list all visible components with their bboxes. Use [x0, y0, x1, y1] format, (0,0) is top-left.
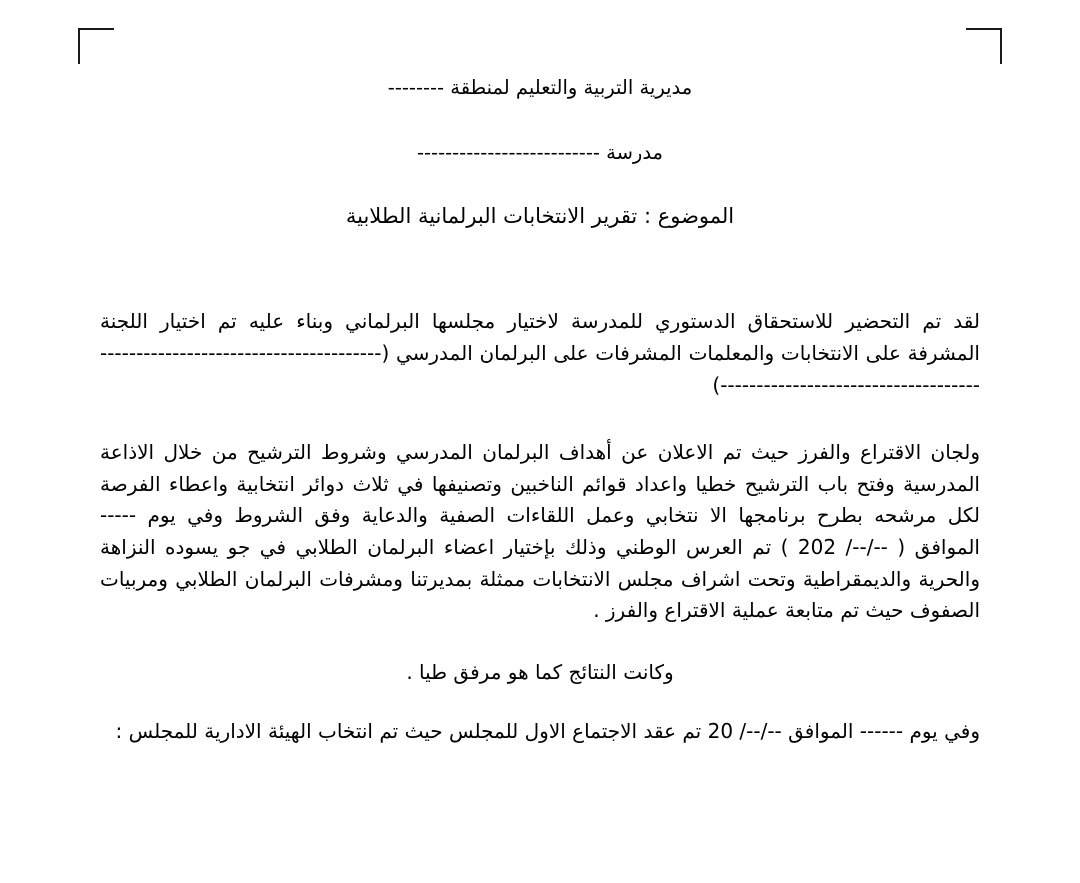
- paragraph-voting-process: ولجان الاقتراع والفرز حيث تم الاعلان عن أهداف البرلمان المدرسي وشروط الترشيح من خلال الاذاعة المدرسية وفتح باب الترشيح خطيا واعداد قوائم الناخبين وتصنيفها في ثلاث دوائر انتخابية واعطاء الفرصة لكل مرشحه بطرح برنامجها الا نتخابي وعمل اللقاءات الصفية والدعاية وفق الشروط وفي يوم ----- الموافق ( --/--/ 202 ) تم العرس الوطني وذلك بإختيار اعضاء البرلمان الطلابي في جو يسوده النزاهة والحرية والديمقراطية وتحت اشراف مجلس الانتخابات ممثلة بمديرتنا ومشرفات البرلمان الطلابي ومربيات الصفوف حيث تم متابعة عملية الاقتراع والفرز .: [100, 440, 980, 623]
- crop-mark-top-right: [966, 28, 1002, 64]
- school-header-line: مدرسة --------------------------: [416, 141, 664, 165]
- directorate-header-line: مديرية التربية والتعليم لمنطقة --------: [387, 76, 693, 99]
- crop-mark-top-left: [78, 28, 114, 64]
- document-body: [100, 72, 980, 748]
- subject-line: الموضوع : تقرير الانتخابات البرلمانية الطلابية: [345, 204, 735, 229]
- paragraph-first-meeting: وفي يوم ------ الموافق --/--/ 20 تم عقد الاجتماع الاول للمجلس حيث تم انتخاب الهيئة الادارية للمجلس :: [115, 719, 980, 744]
- paragraph-preparation: لقد تم التحضير للاستحقاق الدستوري للمدرسة لاختيار مجلسها البرلماني وبناء عليه تم اختيار اللجنة المشرفة على الانتخابات والمعلمات المشرفات على البرلمان المدرسي (---------------------------------------------------------------------------): [100, 309, 980, 397]
- paragraph-results-note: وكانت النتائج كما هو مرفق طيا .: [406, 659, 674, 684]
